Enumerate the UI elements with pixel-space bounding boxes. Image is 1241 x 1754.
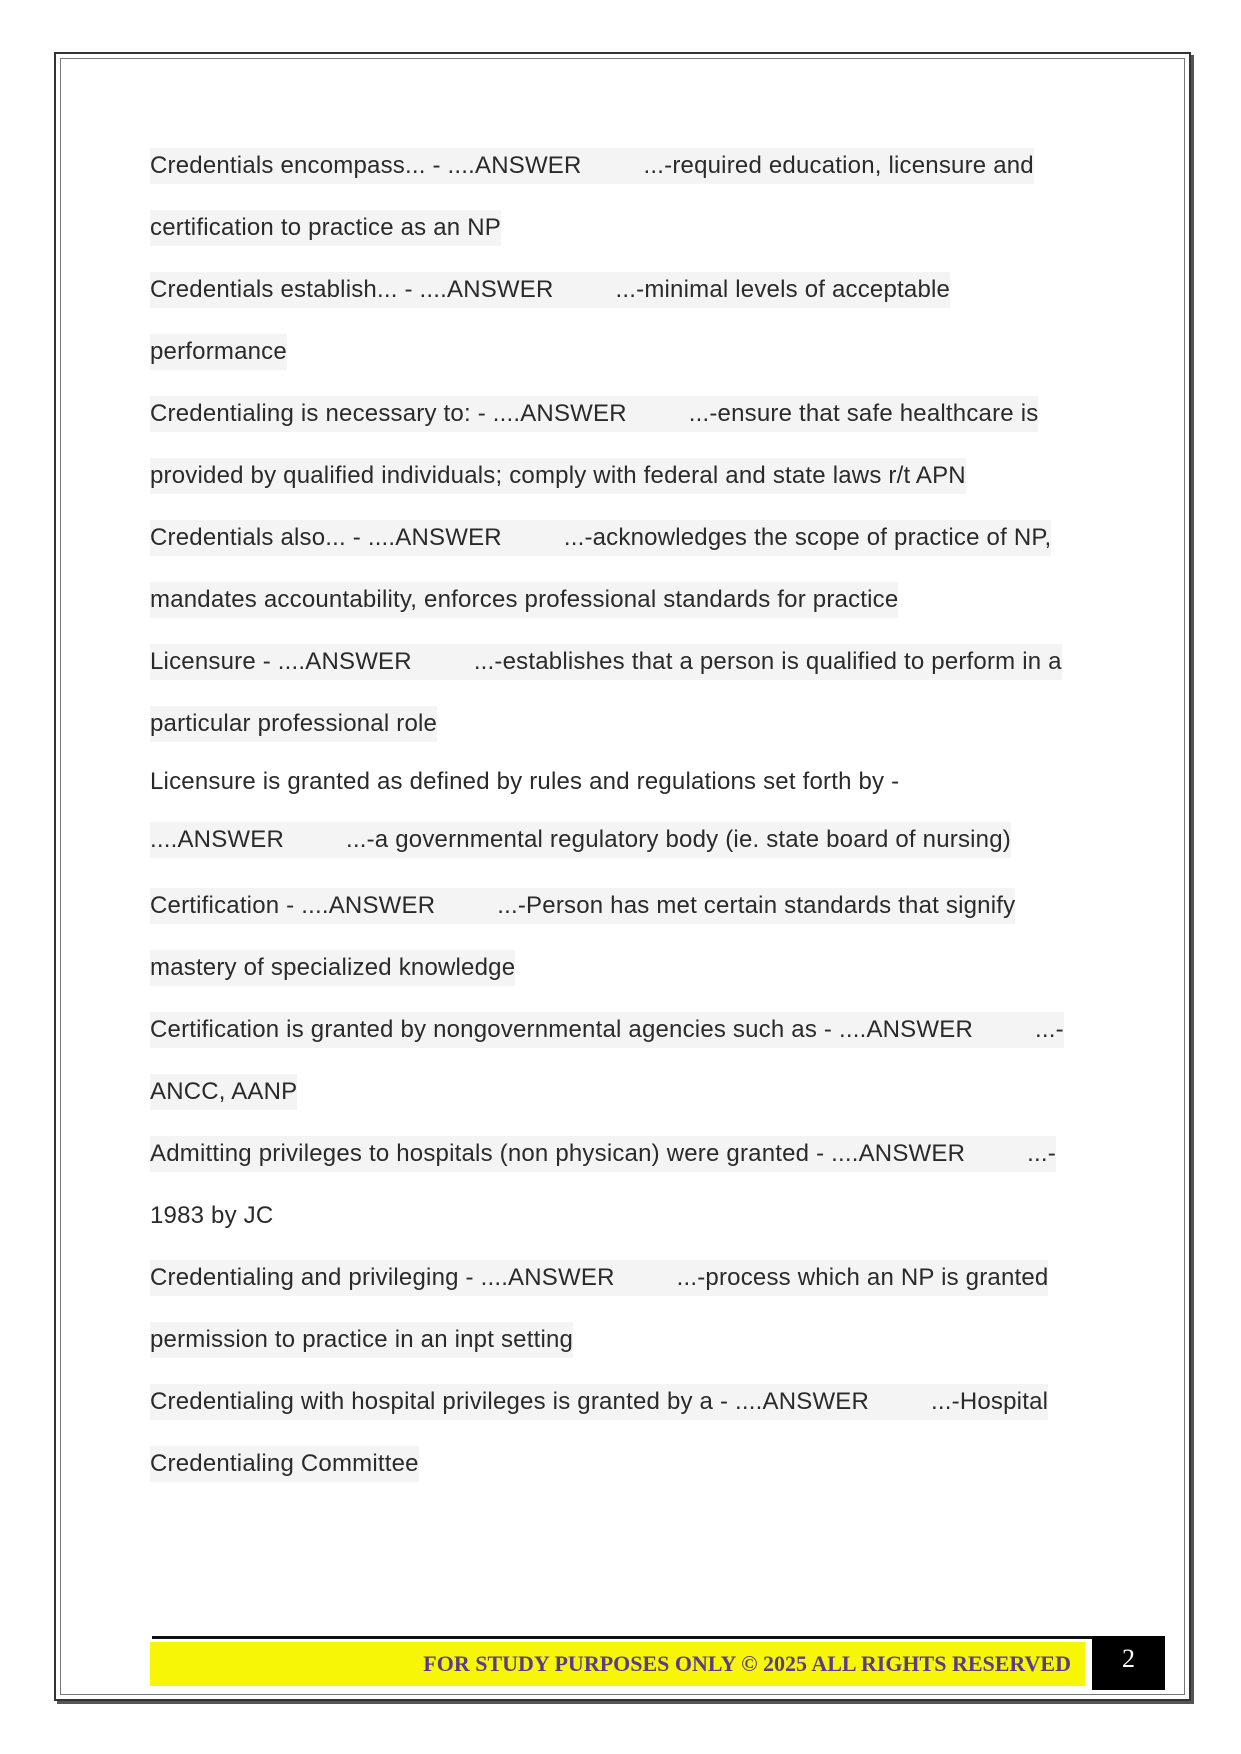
footer-band [150, 1642, 1085, 1686]
answer-text: ...-Person has met certain standards that signify [497, 892, 1016, 919]
qa-line [150, 1136, 1056, 1172]
answer-text: ...-process which an NP is granted [676, 1264, 1049, 1291]
answer-text: ...-establishes that a person is qualified to perform in a [473, 648, 1062, 675]
qa-continuation [150, 1322, 1100, 1384]
qa-content [150, 148, 1100, 1508]
qa-line [150, 888, 1015, 924]
qa-item [150, 1384, 1100, 1446]
question-text: Admitting privileges to hospitals (non physican) were granted - ....ANSWER [150, 1140, 966, 1167]
qa-line [150, 148, 1034, 184]
qa-item [150, 1136, 1100, 1198]
qa-item [150, 396, 1100, 458]
answer-text: ...-Hospital [931, 1388, 1049, 1415]
qa-line [150, 396, 1038, 432]
qa-continuation [150, 706, 1100, 764]
answer-text: ...-acknowledges the scope of practice of NP, [563, 524, 1052, 551]
qa-line [150, 272, 950, 308]
answer-continuation: mandates accountability, enforces professional standards for practice [150, 582, 898, 618]
footer-rule [152, 1636, 1092, 1639]
qa-item [150, 888, 1100, 950]
answer-continuation: ANCC, AANP [150, 1074, 297, 1110]
qa-continuation [150, 1074, 1100, 1136]
qa-item [150, 1012, 1100, 1074]
question-text: Licensure - ....ANSWER [150, 648, 412, 675]
answer-text: ...- [1027, 1140, 1056, 1167]
qa-continuation [150, 582, 1100, 644]
qa-item [150, 644, 1100, 706]
question-text: ....ANSWER [150, 826, 285, 853]
qa-continuation [150, 334, 1100, 396]
qa-continuation [150, 458, 1100, 520]
qa-item [150, 764, 1100, 822]
qa-line [150, 1384, 1048, 1420]
answer-text: ...-ensure that safe healthcare is [688, 400, 1039, 427]
answer-continuation: provided by qualified individuals; comply with federal and state laws r/t APN [150, 458, 966, 494]
question-text: Credentialing with hospital privileges is granted by a - ....ANSWER [150, 1388, 870, 1415]
qa-item [150, 148, 1100, 210]
question-text: Credentials encompass... - ....ANSWER [150, 152, 582, 179]
qa-item [150, 822, 1100, 884]
answer-continuation: performance [150, 334, 287, 370]
answer-continuation: certification to practice as an NP [150, 210, 501, 246]
qa-item [150, 1260, 1100, 1322]
question-text: Credentialing is necessary to: - ....ANSWER [150, 400, 627, 427]
answer-text: ...-a governmental regulatory body (ie. state board of nursing) [346, 826, 1011, 853]
qa-line [150, 1012, 1064, 1048]
question-text: Certification is granted by nongovernmental agencies such as - ....ANSWER [150, 1016, 973, 1043]
qa-item [150, 272, 1100, 334]
answer-continuation: 1983 by JC [150, 1202, 274, 1229]
qa-line [150, 644, 1062, 680]
qa-item [150, 520, 1100, 582]
answer-continuation: Credentialing Committee [150, 1446, 419, 1482]
question-text: Credentialing and privileging - ....ANSWER [150, 1264, 615, 1291]
answer-text: ...-minimal levels of acceptable [615, 276, 951, 303]
answer-continuation: particular professional role [150, 706, 437, 742]
question-text: Credentials also... - ....ANSWER [150, 524, 502, 551]
qa-continuation [150, 210, 1100, 272]
answer-text: ...- [1034, 1016, 1064, 1043]
qa-line [150, 520, 1051, 556]
qa-line [150, 822, 1011, 858]
qa-continuation [150, 1446, 1100, 1508]
page-number: 2 [1092, 1636, 1165, 1690]
answer-text: ...-required education, licensure and [643, 152, 1034, 179]
qa-continuation [150, 1198, 1100, 1260]
answer-continuation: mastery of specialized knowledge [150, 950, 515, 986]
footer-text: FOR STUDY PURPOSES ONLY © 2025 ALL RIGHTS RESERVED [423, 1651, 1071, 1676]
qa-line [150, 1260, 1048, 1296]
qa-continuation [150, 950, 1100, 1012]
question-text: Certification - ....ANSWER [150, 892, 436, 919]
answer-continuation: permission to practice in an inpt setting [150, 1322, 573, 1358]
question-text: Credentials establish... - ....ANSWER [150, 276, 554, 303]
question-text: Licensure is granted as defined by rules and regulations set forth by - [150, 768, 900, 795]
